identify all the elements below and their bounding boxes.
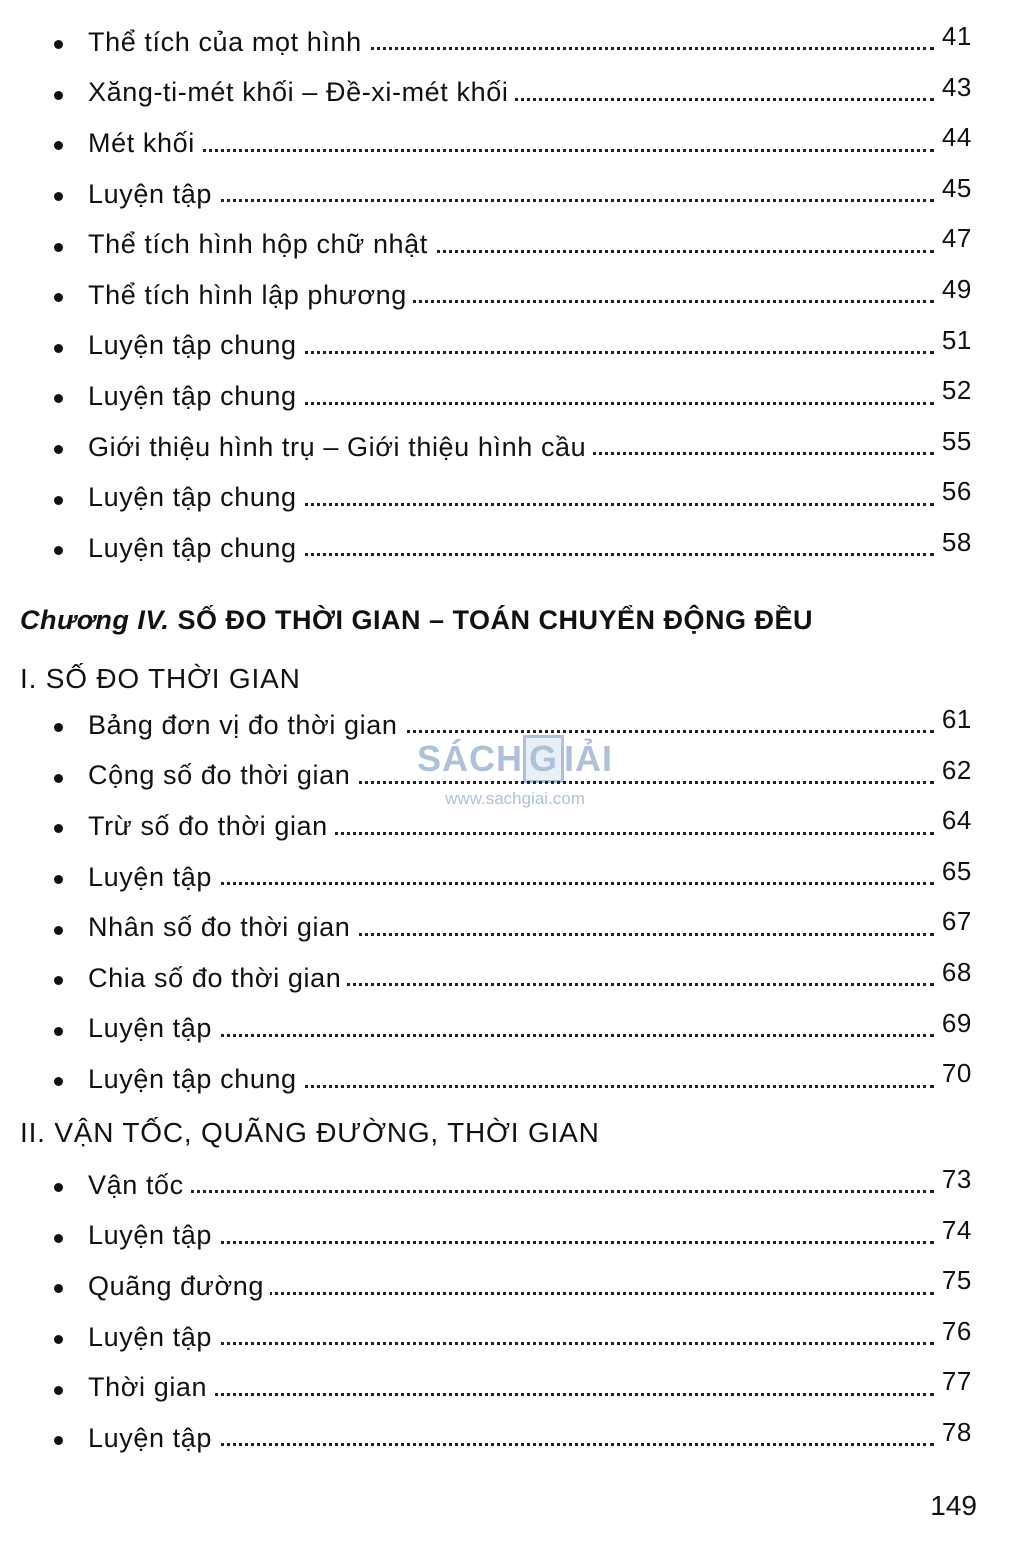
- toc-entry-title: Xăng-ti-mét khối – Đề-xi-mét khối: [88, 77, 514, 108]
- toc-entry-title: Luyện tập chung: [88, 1064, 303, 1095]
- toc-list-chapter3: [0, 17, 1024, 574]
- toc-entry-title: Luyện tập: [88, 1013, 218, 1044]
- toc-entry-title: Luyện tập chung: [88, 330, 303, 361]
- toc-entry-title: Luyện tập: [88, 1423, 218, 1454]
- bullet-icon: [54, 243, 63, 252]
- toc-entry: [0, 523, 1024, 574]
- toc-entry-page: 78: [938, 1417, 972, 1448]
- bullet-icon: [54, 141, 63, 150]
- toc-entry: [0, 17, 1024, 68]
- bullet-icon: [54, 1234, 63, 1243]
- toc-entry-page: 73: [938, 1164, 972, 1195]
- bullet-icon: [54, 496, 63, 505]
- bullet-icon: [54, 192, 63, 201]
- toc-entry: [0, 1211, 1024, 1262]
- toc-entry-title: Vận tốc: [88, 1170, 190, 1201]
- toc-entry-page: 77: [938, 1366, 972, 1397]
- toc-entry-title: Luyện tập chung: [88, 482, 303, 513]
- bullet-icon: [54, 976, 63, 985]
- bullet-icon: [54, 1183, 63, 1192]
- bullet-icon: [54, 1436, 63, 1445]
- toc-entry-page: 76: [938, 1316, 972, 1347]
- toc-entry-title: Nhân số đo thời gian: [88, 912, 356, 943]
- toc-entry: [0, 472, 1024, 523]
- toc-entry: [0, 118, 1024, 169]
- dot-leader: [88, 1190, 934, 1193]
- toc-entry: [0, 1362, 1024, 1413]
- toc-entry-title: Cộng số đo thời gian: [88, 760, 356, 791]
- bullet-icon: [54, 774, 63, 783]
- bullet-icon: [54, 1386, 63, 1395]
- toc-entry-page: 69: [938, 1008, 972, 1039]
- toc-entry: [0, 1160, 1024, 1211]
- bullet-icon: [54, 91, 63, 100]
- toc-entry: [0, 422, 1024, 473]
- toc-entry-page: 52: [938, 375, 972, 406]
- toc-entry: [0, 852, 1024, 903]
- toc-entry: [0, 68, 1024, 119]
- toc-entry-title: Luyện tập: [88, 179, 218, 210]
- toc-entry-page: 51: [938, 325, 972, 356]
- toc-entry-page: 70: [938, 1058, 972, 1089]
- toc-entry: [0, 219, 1024, 270]
- toc-entry-page: 47: [938, 223, 972, 254]
- chapter-label: Chương IV.: [20, 605, 170, 635]
- dot-leader: [88, 149, 934, 152]
- toc-entry-title: Bảng đơn vị đo thời gian: [88, 710, 404, 741]
- toc-entry: [0, 169, 1024, 220]
- toc-entry-page: 55: [938, 426, 972, 457]
- toc-entry: [0, 902, 1024, 953]
- toc-entry-title: Quãng đường: [88, 1271, 270, 1302]
- chapter-title: SỐ ĐO THỜI GIAN – TOÁN CHUYỂN ĐỘNG ĐỀU: [177, 605, 814, 635]
- toc-entry: [0, 321, 1024, 372]
- toc-entry-title: Thể tích của mọt hình: [88, 27, 368, 58]
- bullet-icon: [54, 394, 63, 403]
- toc-entry-title: Luyện tập chung: [88, 533, 303, 564]
- bullet-icon: [54, 546, 63, 555]
- chapter-heading: [20, 605, 813, 636]
- toc-entry-title: Luyện tập: [88, 1322, 218, 1353]
- toc-entry-page: 75: [938, 1265, 972, 1296]
- toc-entry: [0, 371, 1024, 422]
- toc-list-section2: [0, 1160, 1024, 1464]
- toc-entry-title: Trừ số đo thời gian: [88, 811, 334, 842]
- toc-entry-page: 44: [938, 122, 972, 153]
- toc-entry-title: Thể tích hình lập phương: [88, 280, 413, 311]
- bullet-icon: [54, 445, 63, 454]
- toc-entry: [0, 1413, 1024, 1464]
- bullet-icon: [54, 293, 63, 302]
- toc-entry-page: 49: [938, 274, 972, 305]
- toc-entry-page: 58: [938, 527, 972, 558]
- toc-entry-title: Giới thiệu hình trụ – Giới thiệu hình cầu: [88, 432, 592, 463]
- watermark-logo-right: IẢI: [564, 738, 614, 779]
- toc-entry-title: Mét khối: [88, 128, 201, 159]
- toc-entry-page: 61: [938, 704, 972, 735]
- toc-entry-page: 56: [938, 476, 972, 507]
- toc-entry-title: Chia số đo thời gian: [88, 963, 347, 994]
- toc-entry: [0, 270, 1024, 321]
- toc-entry-title: Thể tích hình hộp chữ nhật: [88, 229, 434, 260]
- section-heading-1: I. SỐ ĐO THỜI GIAN: [20, 663, 301, 694]
- dot-leader: [88, 1393, 934, 1396]
- toc-entry-page: 43: [938, 72, 972, 103]
- toc-entry-page: 45: [938, 173, 972, 204]
- toc-entry-page: 41: [938, 21, 972, 52]
- toc-entry: [0, 1312, 1024, 1363]
- bullet-icon: [54, 1077, 63, 1086]
- toc-entry: [0, 1054, 1024, 1105]
- toc-entry-title: Luyện tập: [88, 1220, 218, 1251]
- page-number: 149: [930, 1490, 977, 1521]
- toc-entry-title: Luyện tập chung: [88, 381, 303, 412]
- toc-entry-title: Luyện tập: [88, 862, 218, 893]
- bullet-icon: [54, 1027, 63, 1036]
- toc-entry-page: 67: [938, 906, 972, 937]
- toc-entry: [0, 953, 1024, 1004]
- bullet-icon: [54, 926, 63, 935]
- toc-entry-page: 62: [938, 755, 972, 786]
- toc-entry-title: Thời gian: [88, 1372, 213, 1403]
- toc-entry-page: 74: [938, 1215, 972, 1246]
- bullet-icon: [54, 723, 63, 732]
- toc-entry: [0, 1004, 1024, 1055]
- watermark-logo-left: SÁCH: [416, 738, 523, 779]
- watermark-logo: [410, 735, 620, 809]
- bullet-icon: [54, 344, 63, 353]
- bullet-icon: [54, 1284, 63, 1293]
- bullet-icon: [54, 875, 63, 884]
- watermark-url: www.sachgiai.com: [445, 789, 585, 808]
- watermark-logo-text: [410, 735, 620, 783]
- bullet-icon: [54, 1335, 63, 1344]
- toc-entry-page: 68: [938, 957, 972, 988]
- bullet-icon: [54, 40, 63, 49]
- bullet-icon: [54, 824, 63, 833]
- watermark-logo-boxed: G: [523, 735, 564, 783]
- section-heading-2: II. VẬN TỐC, QUÃNG ĐƯỜNG, THỜI GIAN: [20, 1117, 600, 1148]
- toc-entry-page: 64: [938, 805, 972, 836]
- toc-entry: [0, 1261, 1024, 1312]
- toc-entry-page: 65: [938, 856, 972, 887]
